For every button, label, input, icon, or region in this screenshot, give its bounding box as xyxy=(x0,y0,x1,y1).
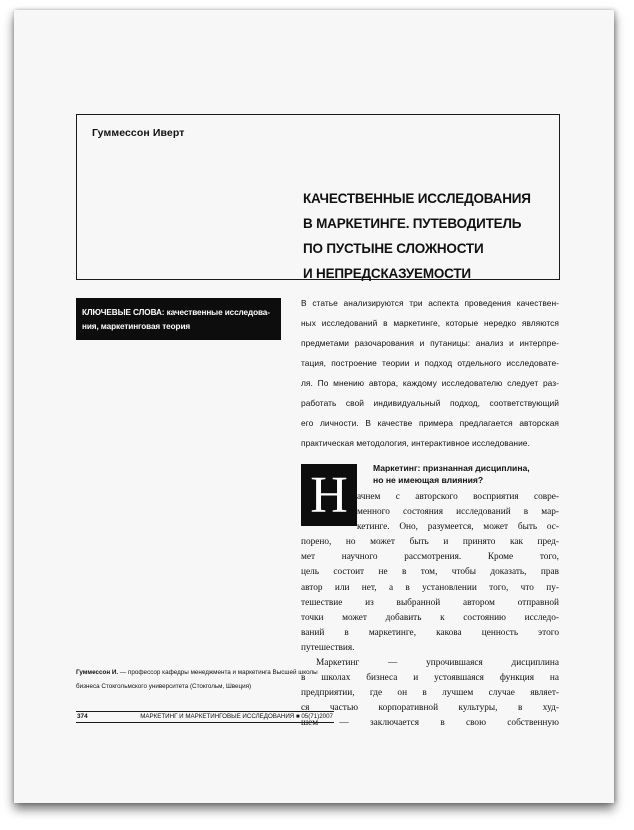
article-title xyxy=(303,186,531,286)
footnote-text: — профессор кафедры менеджмента и маркетинга Высшей школы xyxy=(118,669,318,676)
title-line: В МАРКЕТИНГЕ. ПУТЕВОДИТЕЛЬ xyxy=(303,216,522,231)
body-text xyxy=(301,490,559,732)
body-line: мет научного рассмотрения. Кроме того, xyxy=(301,552,559,563)
body-line: точки может добавить к состоянию исследо- xyxy=(301,612,559,623)
section-heading xyxy=(373,462,530,486)
body-line: порено, но может быть и принято как пред- xyxy=(301,537,559,548)
title-line: ПО ПУСТЫНЕ СЛОЖНОСТИ xyxy=(303,241,484,256)
body-line: шем — заключается в свою собственную xyxy=(301,718,559,729)
footnote-line xyxy=(76,666,334,680)
title-line: КАЧЕСТВЕННЫЕ ИССЛЕДОВАНИЯ xyxy=(303,191,531,206)
author-name: Гуммессон Иверт xyxy=(92,127,185,139)
author-footnote xyxy=(76,666,334,694)
body-line: предприятии, где он в лучшем случае являет- xyxy=(301,688,559,699)
body-line: тешествие из выбранной автором отправной xyxy=(301,597,559,608)
body-line: ся частью корпоративной культуры, в худ- xyxy=(301,703,559,714)
body-line: менного состояния исследований в мар- xyxy=(357,507,559,518)
body-line: ачнем с авторского восприятия совре- xyxy=(357,492,559,502)
journal-name: МАРКЕТИНГ И МАРКЕТИНГОВЫЕ ИССЛЕДОВАНИЯ xyxy=(140,713,295,720)
body-line: в школах бизнеса и устоявшаяся функция на xyxy=(301,673,559,684)
abstract-line: практическая методология, интерактивное исследование. xyxy=(301,438,530,448)
body-line: автор или нет, а в установлении того, что пу- xyxy=(301,582,559,593)
abstract-line: предметами разочарования и путаницы: анализ и интерпре- xyxy=(301,338,559,348)
section-heading-line: Маркетинг: признанная дисциплина, xyxy=(373,463,530,473)
abstract-line: ных исследований в маркетинге, которые нередко являются xyxy=(301,318,559,328)
footnote-line: бизнеса Стокгольмского университета (Стокгольм, Швеция) xyxy=(76,683,252,690)
square-separator-icon: ■ xyxy=(295,714,300,720)
page-number: 374 xyxy=(77,713,88,720)
title-line: И НЕПРЕДСКАЗУЕМОСТИ xyxy=(303,266,471,281)
abstract-line: В статье анализируются три аспекта проведения качествен- xyxy=(301,298,559,308)
body-line: цель состоит не в том, чтобы доказать, прав xyxy=(301,567,559,578)
abstract xyxy=(301,293,559,453)
footnote-author-name: Гуммессон И. xyxy=(76,669,119,676)
body-line: кетинге. Оно, разумеется, может быть ос- xyxy=(357,522,559,533)
abstract-line: его личности. В качестве примера предлагается авторская xyxy=(301,418,559,428)
keywords-line: КЛЮЧЕВЫЕ СЛОВА: качественные исследова- xyxy=(82,308,270,317)
body-line: путешествия. xyxy=(301,642,355,653)
article-header xyxy=(76,114,560,280)
abstract-line: работать свой индивидуальный подход, соответствующий xyxy=(301,398,559,408)
journal-issue: 05(71)2007 xyxy=(301,713,333,720)
abstract-line: ля. По мнению автора, каждому исследователю следует раз- xyxy=(301,378,559,388)
section-heading-line: но не имеющая влияния? xyxy=(373,475,484,485)
keywords-line: ния, маркетинговая теория xyxy=(82,322,191,331)
drop-cap: Н xyxy=(301,464,357,526)
journal-page xyxy=(14,10,614,803)
journal-info xyxy=(140,712,333,722)
body-line: ваний в маркетинге, какова ценность этого xyxy=(301,627,559,638)
body-line: Маркетинг — упрочившаяся дисциплина xyxy=(316,658,559,669)
abstract-line: тация, построение теории и подход отдельного исследовате- xyxy=(301,358,559,368)
keywords-box xyxy=(76,298,281,340)
page-footer xyxy=(76,711,334,723)
